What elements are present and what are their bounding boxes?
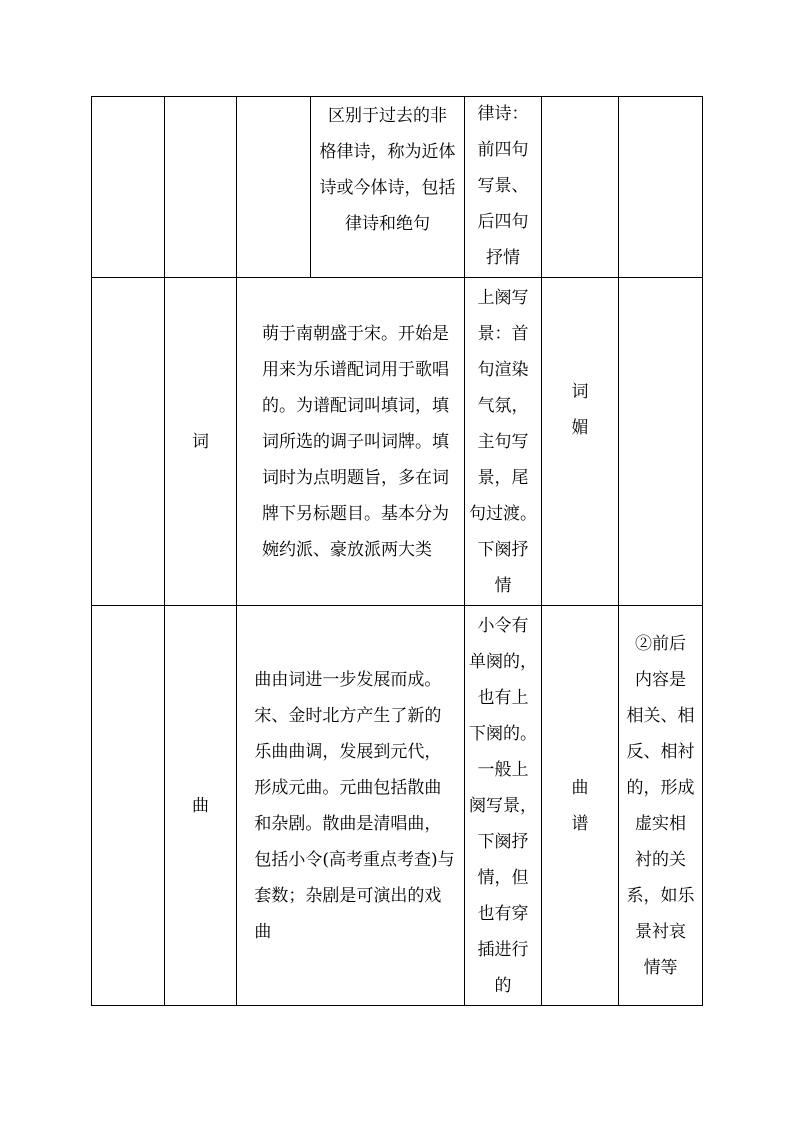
qu-style-cell	[542, 606, 618, 1005]
ci-structure-cell	[465, 278, 541, 605]
poetry-forms-table	[91, 96, 703, 1006]
qu-label-cell	[165, 606, 236, 1005]
ci-definition-cell	[237, 278, 464, 605]
qu-note-text: ②前后 内容是 相关、相 反、相衬 的，形成 虚实相 衬的关 系，如乐 景衬哀 情等	[626, 633, 695, 978]
ci-label: 词	[192, 431, 209, 452]
ci-definition-text: 萌于南朝盛于宋。开始是 用来为乐谱配词用于歌唱 的。为谱配词叫填词，填 词所选的调子叫词牌。填 词时为点明题旨，多在词 牌下另标题目。基本分为 婉约派、豪放派两大类	[262, 323, 449, 560]
ci-style-cell	[542, 246, 618, 573]
qu-structure-cell	[465, 606, 541, 1005]
ci-structure-text: 上阕写 景：首 句渲染 气氛， 主句写 景，尾 句过渡。 下阕抒 情	[469, 287, 537, 596]
shi-definition-text: 区别于过去的非 格律诗，称为近体 诗或今体诗，包括 律诗和绝句	[319, 106, 456, 234]
qu-definition-text: 曲由词进一步发展而成。 宋、金时北方产生了新的 乐曲曲调，发展到元代， 形成元曲。元曲包括散曲 和杂剧。散曲是清唱曲， 包括小令(高考重点考查)与 套数；杂剧是可演出的戏 曲	[254, 669, 455, 942]
qu-style-text: 曲 谱	[571, 777, 589, 834]
ci-style-text: 词 媚	[571, 381, 589, 438]
shi-structure-text: 律诗： 前四句 写景、 后四句 抒情	[477, 104, 529, 268]
qu-note-cell	[619, 606, 702, 1005]
ci-label-cell	[165, 278, 236, 605]
column-divider	[91, 96, 92, 1006]
table-border-bottom	[91, 1005, 703, 1006]
qu-structure-text: 小令有 单阕的， 也有上 下阕的。 一般上 阕写景， 下阕抒 情，但 也有穿 插进行 的	[469, 615, 537, 996]
shi-definition-cell	[311, 96, 464, 277]
table-border-right	[702, 96, 703, 1006]
shi-structure-cell	[465, 96, 541, 277]
qu-label: 曲	[192, 795, 209, 816]
qu-definition-cell	[237, 606, 464, 1005]
